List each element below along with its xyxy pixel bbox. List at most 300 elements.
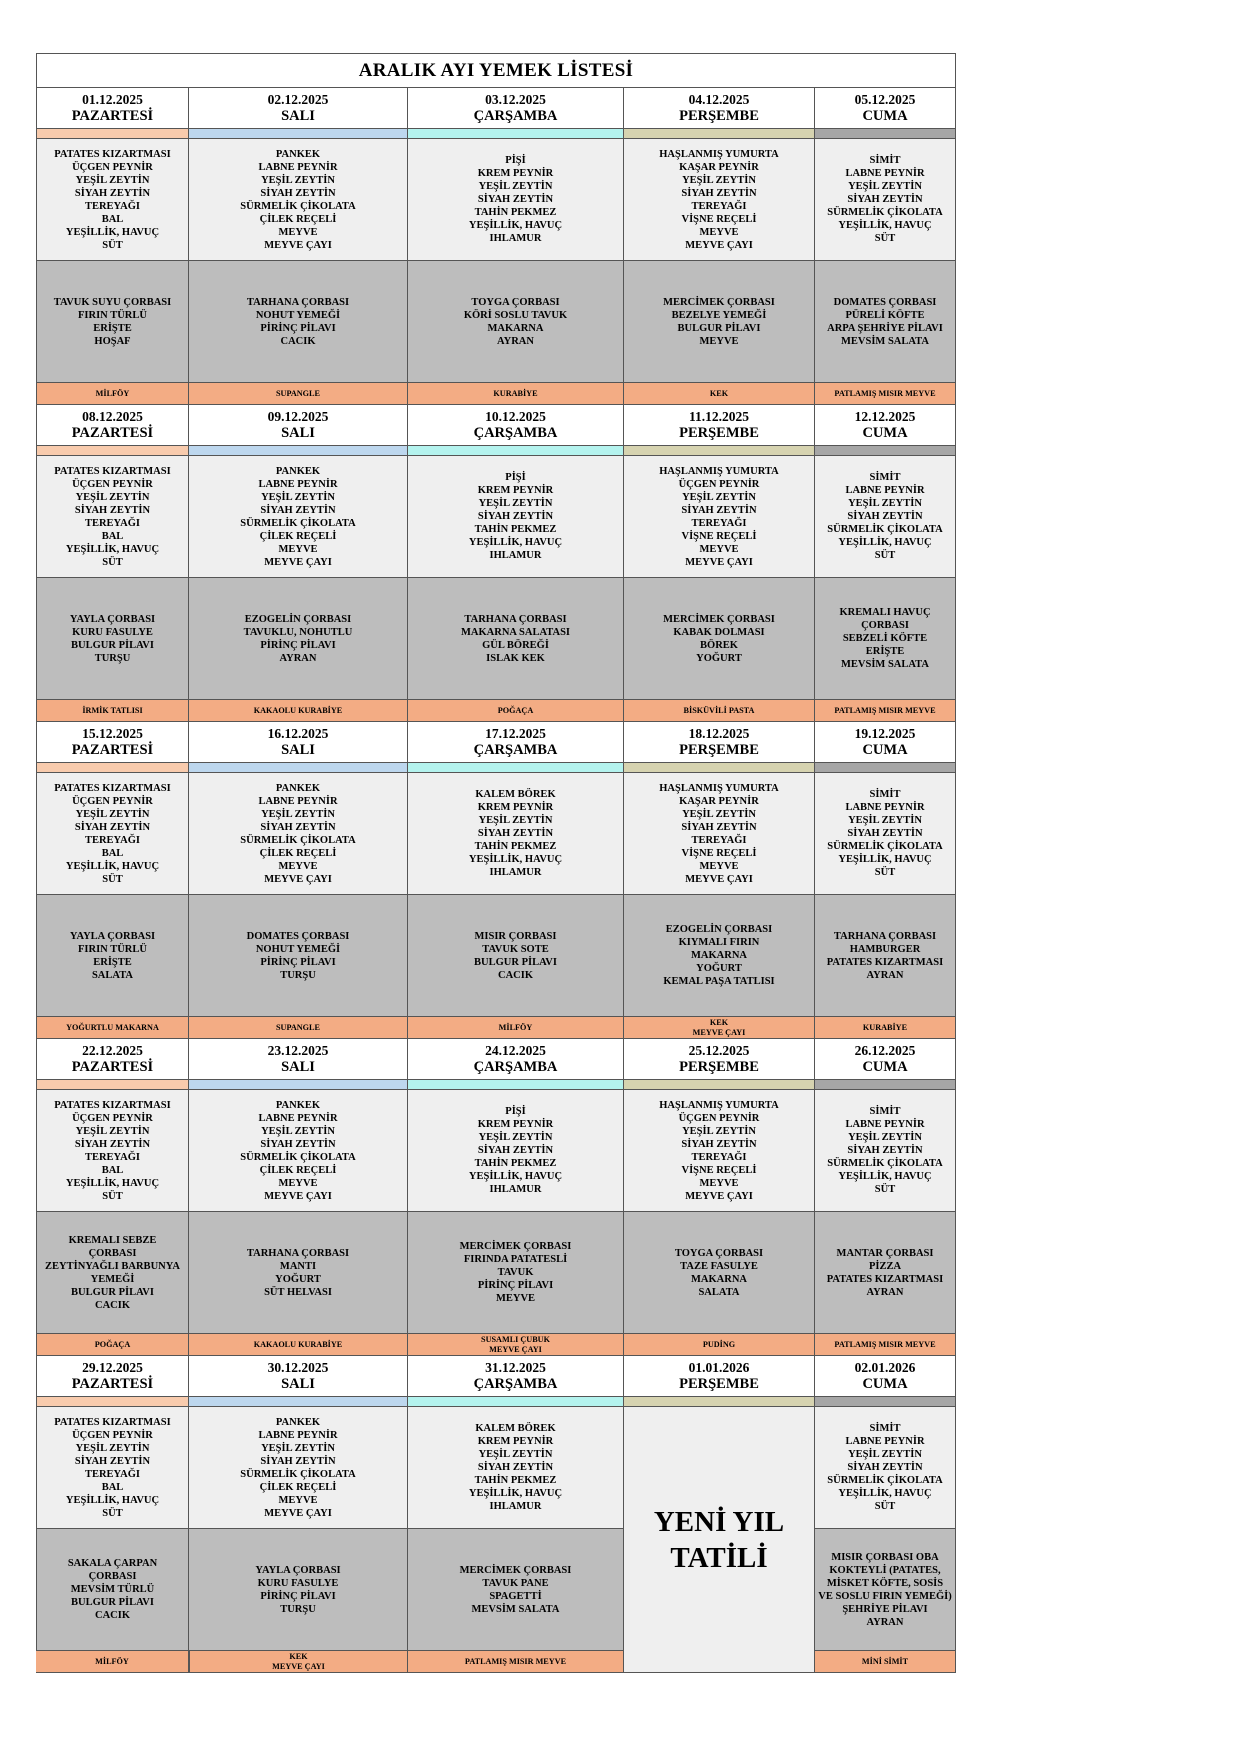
- breakfast-item: YEŞİLLİK, HAVUÇ: [468, 1171, 563, 1182]
- lunch-item: NOHUT YEMEĞİ: [255, 943, 341, 955]
- breakfast-item: SİYAH ZEYTİN: [681, 821, 757, 833]
- lunch-item: TAVUKLU, NOHUTLU: [243, 626, 353, 638]
- lunch-item: BULGUR PİLAVI: [71, 1597, 154, 1608]
- lunch-cell: [189, 895, 408, 1017]
- snack-cell: [624, 700, 815, 722]
- breakfast-item: LABNE PEYNİR: [845, 1436, 925, 1447]
- snack-item: SUSAMLI ÇUBUK: [481, 1334, 550, 1344]
- lunch-item: CACIK: [94, 1610, 130, 1621]
- breakfast-item: IHLAMUR: [489, 550, 542, 561]
- lunch-cell: [624, 1212, 815, 1334]
- breakfast-item: PATATES KIZARTMASI: [54, 1099, 171, 1111]
- breakfast-item: SÜRMELİK ÇİKOLATA: [827, 524, 943, 535]
- breakfast-cell: [36, 1090, 189, 1212]
- breakfast-item: PATATES KIZARTMASI: [54, 782, 171, 794]
- day-color-strip: [408, 763, 624, 773]
- snack-cell: [189, 1334, 408, 1356]
- lunch-item: MERCİMEK ÇORBASI: [663, 296, 775, 308]
- lunch-item: PİZZA: [868, 1260, 902, 1272]
- breakfast-item: VİŞNE REÇELİ: [681, 1164, 757, 1176]
- date-label: 09.12.2025: [267, 409, 329, 424]
- breakfast-cell: [624, 1090, 815, 1212]
- lunch-item: EZOGELİN ÇORBASI: [665, 924, 773, 935]
- lunch-cell: [189, 1529, 408, 1651]
- snack-cell: [815, 700, 956, 722]
- breakfast-item: SİYAH ZEYTİN: [74, 1455, 151, 1467]
- lunch-cell: [408, 261, 624, 383]
- breakfast-item: VİŞNE REÇELİ: [681, 213, 757, 225]
- lunch-cell: [815, 1529, 956, 1651]
- snack-cell: [36, 1017, 189, 1039]
- breakfast-cell: [189, 1407, 408, 1529]
- snack-cell: [408, 700, 624, 722]
- lunch-item: YOĞURT: [275, 1273, 321, 1285]
- day-color-strip: [36, 446, 189, 456]
- breakfast-cell: [189, 773, 408, 895]
- day-header: [189, 1356, 408, 1397]
- date-label: 22.12.2025: [82, 1043, 143, 1058]
- lunch-item: KREMALI SEBZE ÇORBASI: [68, 1234, 157, 1259]
- snack-item: MİLFÖY: [95, 388, 130, 398]
- lunch-item: TAZE FASULYE: [680, 1260, 758, 1272]
- date-label: 16.12.2025: [267, 726, 329, 741]
- breakfast-item: HAŞLANMIŞ YUMURTA: [659, 782, 779, 794]
- week-block: [36, 722, 956, 1039]
- lunch-item: PATATES KIZARTMASI: [826, 1273, 944, 1285]
- breakfast-item: YEŞİL ZEYTİN: [478, 1449, 553, 1460]
- holiday-label: TATİLİ: [670, 1541, 768, 1574]
- breakfast-item: YEŞİL ZEYTİN: [478, 1132, 553, 1143]
- lunch-item: KEMAL PAŞA TATLISI: [663, 976, 775, 987]
- breakfast-item: YEŞİL ZEYTİN: [682, 1125, 756, 1137]
- snack-cell: [36, 1334, 189, 1356]
- breakfast-item: SİMİT: [869, 1106, 901, 1117]
- lunch-item: KURU FASULYE: [257, 1577, 339, 1589]
- lunch-cell: [815, 895, 956, 1017]
- lunch-item: FIRIN TÜRLÜ: [78, 309, 147, 321]
- snack-item: MİNİ SİMİT: [861, 1656, 909, 1666]
- lunch-item: BULGUR PİLAVI: [677, 322, 761, 334]
- lunch-item: FIRIN TÜRLÜ: [78, 943, 147, 955]
- breakfast-item: LABNE PEYNİR: [258, 1429, 338, 1441]
- breakfast-item: SİYAH ZEYTİN: [260, 821, 336, 833]
- breakfast-item: TAHİN PEKMEZ: [474, 841, 557, 852]
- snack-item: YOĞURTLU MAKARNA: [66, 1022, 159, 1032]
- breakfast-item: YEŞİL ZEYTİN: [478, 498, 553, 509]
- day-color-strip: [408, 446, 624, 456]
- day-header: [189, 1039, 408, 1080]
- breakfast-item: SİYAH ZEYTİN: [477, 828, 554, 839]
- lunch-item: BULGUR PİLAVI: [71, 639, 154, 651]
- breakfast-item: SÜT: [874, 1184, 896, 1195]
- lunch-cell: [408, 1529, 624, 1651]
- day-header: [624, 405, 815, 446]
- breakfast-item: LABNE PEYNİR: [258, 1112, 338, 1124]
- day-name: PAZARTESİ: [71, 742, 154, 758]
- lunch-item: ŞEHRİYE PİLAVI: [842, 1603, 928, 1615]
- snack-item: SUPANGLE: [276, 388, 320, 398]
- snack-item: SUPANGLE: [276, 1022, 320, 1032]
- day-name: CUMA: [862, 425, 908, 441]
- breakfast-item: YEŞİLLİK, HAVUÇ: [838, 537, 932, 548]
- breakfast-item: YEŞİLLİK, HAVUÇ: [468, 854, 563, 865]
- breakfast-item: TEREYAĞI: [691, 517, 747, 529]
- snack-item: MEYVE ÇAYI: [272, 1661, 325, 1671]
- breakfast-item: TEREYAĞI: [691, 834, 747, 846]
- day-color-strip: [36, 763, 189, 773]
- lunch-item: TARHANA ÇORBASI: [464, 613, 567, 625]
- day-color-strip: [624, 1397, 815, 1407]
- lunch-item: AYRAN: [866, 1616, 904, 1628]
- breakfast-cell: [408, 1407, 624, 1529]
- snack-cell: [624, 1334, 815, 1356]
- week-block: [36, 405, 956, 722]
- breakfast-cell: [815, 1090, 956, 1212]
- breakfast-item: YEŞİL ZEYTİN: [75, 1442, 150, 1454]
- breakfast-item: SÜT: [874, 1501, 896, 1512]
- breakfast-item: MEYVE: [278, 226, 318, 238]
- lunch-item: ERİŞTE: [865, 646, 905, 657]
- breakfast-item: SÜT: [874, 550, 896, 561]
- breakfast-item: SİMİT: [869, 472, 901, 483]
- breakfast-item: HAŞLANMIŞ YUMURTA: [659, 465, 779, 477]
- lunch-cell: [624, 895, 815, 1017]
- day-color-strip: [624, 763, 815, 773]
- breakfast-cell: [36, 139, 189, 261]
- breakfast-item: PİŞİ: [505, 155, 526, 166]
- breakfast-item: PATATES KIZARTMASI: [54, 1416, 171, 1428]
- breakfast-item: KREM PEYNİR: [477, 802, 554, 813]
- breakfast-item: YEŞİL ZEYTİN: [261, 1125, 335, 1137]
- breakfast-item: YEŞİLLİK, HAVUÇ: [838, 220, 932, 231]
- breakfast-item: MEYVE: [278, 1494, 318, 1506]
- lunch-item: TARHANA ÇORBASI: [246, 1247, 350, 1259]
- snack-item: KEK: [289, 1651, 308, 1661]
- lunch-item: MERCİMEK ÇORBASI: [459, 1564, 572, 1576]
- snack-item: POĞAÇA: [94, 1339, 131, 1349]
- day-header: [36, 88, 189, 129]
- breakfast-item: MEYVE: [699, 226, 739, 238]
- breakfast-item: SÜT: [102, 556, 123, 568]
- day-name: PERŞEMBE: [679, 742, 759, 758]
- holiday-label: YENİ YIL: [653, 1505, 785, 1538]
- lunch-item: KABAK DOLMASI: [673, 626, 765, 638]
- breakfast-item: SÜT: [102, 1507, 123, 1519]
- breakfast-item: YEŞİL ZEYTİN: [682, 491, 756, 503]
- breakfast-item: MEYVE ÇAYI: [685, 1190, 753, 1202]
- date-label: 01.01.2026: [688, 1360, 750, 1375]
- lunch-item: KREMALI HAVUÇ: [839, 607, 931, 618]
- page-title: ARALIK AYI YEMEK LİSTESİ: [36, 53, 956, 88]
- date-label: 25.12.2025: [688, 1043, 750, 1058]
- breakfast-item: SÜRMELİK ÇİKOLATA: [827, 207, 943, 218]
- breakfast-item: YEŞİL ZEYTİN: [848, 498, 922, 509]
- lunch-item: GÜL BÖREĞİ: [482, 639, 549, 651]
- breakfast-item: MEYVE: [699, 543, 739, 555]
- lunch-item: ERİŞTE: [93, 322, 132, 334]
- snack-cell: [408, 383, 624, 405]
- day-name: PERŞEMBE: [679, 425, 759, 441]
- date-label: 23.12.2025: [267, 1043, 329, 1058]
- date-label: 29.12.2025: [82, 1360, 143, 1375]
- lunch-item: DOMATES ÇORBASI: [246, 930, 350, 942]
- breakfast-item: SİMİT: [869, 155, 901, 166]
- day-header: [624, 88, 815, 129]
- day-header: [36, 1356, 189, 1397]
- date-label: 18.12.2025: [688, 726, 750, 741]
- lunch-item: ZEYTİNYAĞLI BARBUNYA: [45, 1260, 180, 1272]
- breakfast-item: YEŞİLLİK, HAVUÇ: [838, 1488, 932, 1499]
- lunch-cell: [36, 261, 189, 383]
- day-name: CUMA: [862, 1059, 908, 1075]
- day-name: SALI: [281, 1376, 315, 1392]
- menu-sheet: [36, 53, 956, 1673]
- breakfast-item: ÜÇGEN PEYNİR: [678, 478, 760, 490]
- breakfast-item: IHLAMUR: [489, 1501, 542, 1512]
- breakfast-cell: [408, 773, 624, 895]
- breakfast-item: ÇİLEK REÇELİ: [259, 1164, 337, 1176]
- breakfast-item: LABNE PEYNİR: [845, 168, 925, 179]
- lunch-item: MANTI: [279, 1260, 317, 1272]
- date-label: 05.12.2025: [854, 92, 916, 107]
- day-color-strip: [189, 763, 408, 773]
- lunch-item: AYRAN: [866, 969, 904, 981]
- lunch-item: MEYVE: [495, 1293, 536, 1304]
- lunch-cell: [815, 1212, 956, 1334]
- lunch-item: SAKALA ÇARPAN ÇORBASI: [67, 1558, 158, 1582]
- breakfast-item: YEŞİL ZEYTİN: [261, 491, 335, 503]
- date-label: 17.12.2025: [485, 726, 546, 741]
- date-label: 08.12.2025: [82, 409, 143, 424]
- breakfast-item: KAŞAR PEYNİR: [679, 795, 759, 807]
- breakfast-cell: [624, 139, 815, 261]
- day-header: [624, 1356, 815, 1397]
- breakfast-item: SÜT: [874, 233, 896, 244]
- lunch-item: TARHANA ÇORBASI: [246, 296, 350, 308]
- breakfast-cell: [624, 456, 815, 578]
- day-name: SALI: [281, 425, 315, 441]
- breakfast-item: SÜRMELİK ÇİKOLATA: [240, 1151, 356, 1163]
- breakfast-item: YEŞİLLİK, HAVUÇ: [838, 854, 932, 865]
- lunch-item: MAKARNA: [691, 1273, 747, 1285]
- breakfast-item: SİYAH ZEYTİN: [74, 821, 151, 833]
- breakfast-item: SİYAH ZEYTİN: [847, 1462, 923, 1473]
- lunch-item: PİRİNÇ PİLAVI: [260, 1590, 336, 1602]
- breakfast-item: PATATES KIZARTMASI: [54, 465, 171, 477]
- snack-cell: [408, 1334, 624, 1356]
- breakfast-item: TAHİN PEKMEZ: [474, 1475, 557, 1486]
- breakfast-item: SİYAH ZEYTİN: [681, 504, 757, 516]
- breakfast-cell: [189, 1090, 408, 1212]
- breakfast-item: BAL: [101, 213, 124, 225]
- snack-item: BİSKÜVİLİ PASTA: [683, 705, 755, 715]
- date-label: 01.12.2025: [82, 92, 143, 107]
- snack-item: MEYVE ÇAYI: [692, 1027, 746, 1037]
- day-header: [36, 722, 189, 763]
- breakfast-item: SÜT: [874, 867, 896, 878]
- breakfast-item: YEŞİL ZEYTİN: [75, 491, 150, 503]
- breakfast-item: YEŞİL ZEYTİN: [682, 174, 756, 186]
- day-color-strip: [815, 129, 956, 139]
- breakfast-item: IHLAMUR: [489, 1184, 542, 1195]
- snack-item: POĞAÇA: [497, 705, 534, 715]
- day-header: [189, 722, 408, 763]
- day-name: SALI: [281, 1059, 315, 1075]
- lunch-item: AYRAN: [279, 652, 317, 664]
- day-color-strip: [408, 129, 624, 139]
- breakfast-item: YEŞİLLİK, HAVUÇ: [65, 860, 160, 872]
- breakfast-item: LABNE PEYNİR: [258, 795, 338, 807]
- day-color-strip: [189, 129, 408, 139]
- lunch-item: MERCİMEK ÇORBASI: [459, 1241, 572, 1252]
- snack-cell: [624, 383, 815, 405]
- breakfast-item: SÜRMELİK ÇİKOLATA: [240, 200, 356, 212]
- lunch-item: SÜT HELVASI: [264, 1286, 332, 1298]
- breakfast-item: YEŞİLLİK, HAVUÇ: [65, 1494, 160, 1506]
- lunch-cell: [36, 578, 189, 700]
- day-header: [815, 1356, 956, 1397]
- breakfast-item: ÇİLEK REÇELİ: [259, 847, 337, 859]
- day-name: PERŞEMBE: [679, 108, 759, 124]
- breakfast-item: SİYAH ZEYTİN: [681, 1138, 757, 1150]
- breakfast-item: ÜÇGEN PEYNİR: [72, 161, 153, 173]
- date-label: 31.12.2025: [485, 1360, 546, 1375]
- lunch-cell: [408, 578, 624, 700]
- breakfast-item: PİŞİ: [505, 472, 526, 483]
- lunch-cell: [624, 578, 815, 700]
- lunch-item: SEBZELİ KÖFTE: [842, 633, 928, 644]
- day-name: PAZARTESİ: [71, 425, 154, 441]
- lunch-cell: [408, 1212, 624, 1334]
- day-color-strip: [815, 763, 956, 773]
- date-label: 26.12.2025: [854, 1043, 916, 1058]
- day-color-strip: [815, 1080, 956, 1090]
- breakfast-item: KALEM BÖREK: [475, 1423, 556, 1434]
- breakfast-item: PANKEK: [275, 465, 321, 477]
- breakfast-item: SÜRMELİK ÇİKOLATA: [240, 517, 356, 529]
- day-color-strip: [624, 446, 815, 456]
- breakfast-item: LABNE PEYNİR: [258, 478, 338, 490]
- lunch-item: ÇORBASI: [861, 620, 909, 631]
- lunch-item: TOYGA ÇORBASI: [471, 296, 560, 308]
- breakfast-item: BAL: [101, 1481, 124, 1493]
- breakfast-item: MEYVE ÇAYI: [685, 556, 753, 568]
- lunch-item: AYRAN: [497, 335, 534, 347]
- snack-cell: [408, 1651, 624, 1673]
- breakfast-item: SİYAH ZEYTİN: [260, 1138, 336, 1150]
- breakfast-item: YEŞİL ZEYTİN: [75, 174, 150, 186]
- breakfast-item: YEŞİL ZEYTİN: [261, 174, 335, 186]
- snack-cell: [624, 1017, 815, 1039]
- day-color-strip: [624, 1080, 815, 1090]
- week-block: [36, 1356, 956, 1673]
- breakfast-cell: [36, 456, 189, 578]
- breakfast-item: SÜRMELİK ÇİKOLATA: [240, 1468, 356, 1480]
- snack-cell: [408, 1017, 624, 1039]
- lunch-item: BULGUR PİLAVI: [71, 1286, 154, 1298]
- lunch-item: YOĞURT: [696, 652, 742, 664]
- lunch-item: PİRİNÇ PİLAVI: [260, 322, 336, 334]
- breakfast-item: KALEM BÖREK: [475, 789, 556, 800]
- lunch-item: HOŞAF: [94, 335, 131, 347]
- date-label: 12.12.2025: [854, 409, 916, 424]
- breakfast-item: YEŞİLLİK, HAVUÇ: [468, 1488, 563, 1499]
- day-header: [815, 1039, 956, 1080]
- lunch-item: FIRINDA PATATESLİ TAVUK: [463, 1254, 568, 1278]
- lunch-item: MISIR ÇORBASI OBA: [831, 1551, 939, 1563]
- lunch-item: TAVUK SUYU ÇORBASI: [53, 296, 172, 308]
- snack-cell: [815, 1334, 956, 1356]
- day-header: [189, 405, 408, 446]
- breakfast-item: KREM PEYNİR: [477, 485, 554, 496]
- day-color-strip: [189, 1397, 408, 1407]
- date-label: 24.12.2025: [485, 1043, 546, 1058]
- breakfast-item: MEYVE ÇAYI: [685, 873, 753, 885]
- breakfast-item: PATATES KIZARTMASI: [54, 148, 171, 160]
- lunch-item: YEMEĞİ: [90, 1273, 135, 1285]
- lunch-item: ISLAK KEK: [486, 652, 545, 664]
- snack-item: PATLAMIŞ MISIR MEYVE: [464, 1656, 567, 1666]
- lunch-cell: [624, 261, 815, 383]
- lunch-item: PİRİNÇ PİLAVI: [260, 639, 336, 651]
- snack-cell: [189, 700, 408, 722]
- lunch-item: TAVUK PANE: [482, 1577, 549, 1589]
- breakfast-cell: [408, 456, 624, 578]
- lunch-item: MISIR ÇORBASI: [474, 930, 557, 942]
- snack-item: PATLAMIŞ MISIR MEYVE: [834, 388, 936, 398]
- lunch-item: SPAGETTİ: [489, 1590, 542, 1602]
- lunch-item: TOYGA ÇORBASI: [674, 1247, 764, 1259]
- day-color-strip: [624, 129, 815, 139]
- breakfast-item: IHLAMUR: [489, 867, 542, 878]
- breakfast-item: LABNE PEYNİR: [845, 1119, 925, 1130]
- day-name: ÇARŞAMBA: [473, 742, 558, 758]
- breakfast-item: TEREYAĞI: [691, 1151, 747, 1163]
- day-color-strip: [815, 446, 956, 456]
- snack-cell: [815, 383, 956, 405]
- breakfast-item: MEYVE ÇAYI: [685, 239, 753, 251]
- breakfast-item: ÜÇGEN PEYNİR: [72, 795, 153, 807]
- snack-item: PATLAMIŞ MISIR MEYVE: [834, 705, 936, 715]
- breakfast-item: TEREYAĞI: [84, 517, 141, 529]
- lunch-item: TURŞU: [280, 1603, 316, 1615]
- breakfast-item: SÜRMELİK ÇİKOLATA: [240, 834, 356, 846]
- day-header: [408, 405, 624, 446]
- breakfast-item: YEŞİLLİK, HAVUÇ: [468, 537, 563, 548]
- date-label: 03.12.2025: [485, 92, 546, 107]
- lunch-item: KURU FASULYE: [72, 626, 153, 638]
- day-color-strip: [408, 1080, 624, 1090]
- lunch-item: YOĞURT: [696, 963, 742, 974]
- lunch-cell: [36, 1212, 189, 1334]
- lunch-item: YAYLA ÇORBASI: [69, 930, 156, 942]
- breakfast-item: SİMİT: [869, 789, 901, 800]
- breakfast-item: SİYAH ZEYTİN: [681, 187, 757, 199]
- date-label: 02.01.2026: [854, 1360, 916, 1375]
- snack-item: PUDİNG: [702, 1339, 736, 1349]
- day-header: [624, 722, 815, 763]
- lunch-item: MİSKET KÖFTE, SOSİS: [826, 1577, 944, 1589]
- lunch-item: YAYLA ÇORBASI: [69, 613, 156, 625]
- breakfast-cell: [815, 456, 956, 578]
- breakfast-item: ÜÇGEN PEYNİR: [678, 1112, 760, 1124]
- lunch-item: SALATA: [91, 969, 134, 981]
- breakfast-item: SÜRMELİK ÇİKOLATA: [827, 1158, 943, 1169]
- breakfast-item: SİYAH ZEYTİN: [74, 504, 151, 516]
- day-name: PAZARTESİ: [71, 108, 154, 124]
- breakfast-cell: [815, 773, 956, 895]
- breakfast-item: HAŞLANMIŞ YUMURTA: [659, 1099, 779, 1111]
